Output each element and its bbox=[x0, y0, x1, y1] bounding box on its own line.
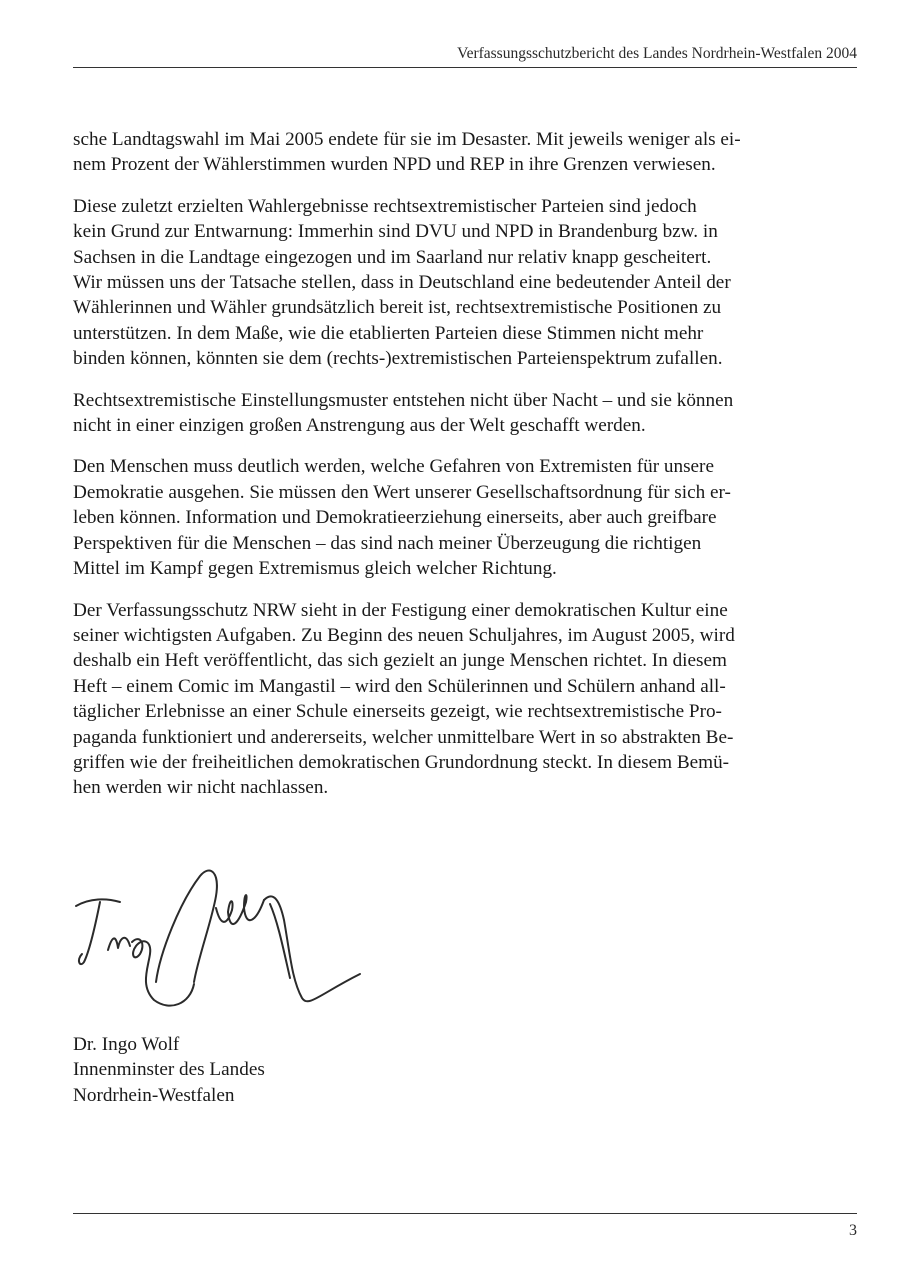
footer-divider bbox=[73, 1213, 857, 1214]
text-line: Wählerinnen und Wähler grundsätzlich bereit ist, rechtsextremistische Positionen zu bbox=[73, 297, 722, 319]
text-line: Rechtsextremistische Einstellungsmuster entstehen nicht über Nacht – und sie können bbox=[73, 389, 734, 411]
running-header bbox=[73, 40, 857, 68]
text-line: Demokratie ausgehen. Sie müssen den Wert unserer Gesellschaftsordnung für sich er- bbox=[73, 481, 731, 503]
paragraph-2 bbox=[73, 194, 818, 372]
paragraph-4 bbox=[73, 454, 818, 581]
text-line: Mittel im Kampf gegen Extremismus gleich welcher Richtung. bbox=[73, 558, 557, 580]
text-line: Heft – einem Comic im Mangastil – wird den Schülerinnen und Schülern anhand all- bbox=[73, 675, 726, 697]
text-line: Diese zuletzt erzielten Wahlergebnisse rechtsextremistischer Parteien sind jedoch bbox=[73, 195, 697, 217]
signer-state: Nordrhein-Westfalen bbox=[73, 1084, 235, 1106]
handwritten-signature bbox=[70, 862, 370, 1022]
text-line: täglicher Erlebnisse an einer Schule einerseits gezeigt, wie rechtsextremistische Pro- bbox=[73, 701, 722, 723]
text-line: nicht in einer einzigen großen Anstrengung aus der Welt geschafft werden. bbox=[73, 415, 646, 437]
text-line: unterstützen. In dem Maße, wie die etablierten Parteien diese Stimmen nicht mehr bbox=[73, 322, 704, 344]
text-line: hen werden wir nicht nachlassen. bbox=[73, 777, 329, 799]
text-line: Perspektiven für die Menschen – das sind nach meiner Überzeugung die richtigen bbox=[73, 532, 702, 554]
text-line: nem Prozent der Wählerstimmen wurden NPD und REP in ihre Grenzen verwiesen. bbox=[73, 154, 716, 176]
text-line: deshalb ein Heft veröffentlicht, das sich gezielt an junge Menschen richtet. In diesem bbox=[73, 650, 727, 672]
text-line: Der Verfassungsschutz NRW sieht in der Festigung einer demokratischen Kultur eine bbox=[73, 599, 728, 621]
text-line: paganda funktioniert und andererseits, welcher unmittelbare Wert in so abstrakten Be- bbox=[73, 726, 734, 748]
text-line: Sachsen in die Landtage eingezogen und im Saarland nur relativ knapp gescheitert. bbox=[73, 246, 712, 268]
paragraph-1 bbox=[73, 127, 818, 178]
body-text bbox=[73, 127, 818, 817]
running-header-title: Verfassungsschutzbericht des Landes Nordrhein-Westfalen 2004 bbox=[457, 45, 857, 62]
text-line: binden können, könnten sie dem (rechts-)extremistischen Parteienspektrum zufallen. bbox=[73, 348, 723, 370]
signature-block bbox=[73, 1032, 265, 1108]
text-line: kein Grund zur Entwarnung: Immerhin sind DVU und NPD in Brandenburg bzw. in bbox=[73, 221, 718, 243]
page-number: 3 bbox=[849, 1222, 857, 1239]
text-line: Wir müssen uns der Tatsache stellen, dass in Deutschland eine bedeutender Anteil der bbox=[73, 272, 731, 294]
text-line: Den Menschen muss deutlich werden, welche Gefahren von Extremisten für unsere bbox=[73, 456, 714, 478]
text-line: sche Landtagswahl im Mai 2005 endete für sie im Desaster. Mit jeweils weniger als ei- bbox=[73, 129, 741, 150]
signer-title: Innenminster des Landes bbox=[73, 1059, 265, 1081]
text-line: griffen wie der freiheitlichen demokratischen Grundordnung steckt. In diesem Bemü- bbox=[73, 751, 730, 773]
text-line: seiner wichtigsten Aufgaben. Zu Beginn des neuen Schuljahres, im August 2005, wird bbox=[73, 624, 735, 646]
text-line: leben können. Information und Demokratieerziehung einerseits, aber auch greifbare bbox=[73, 507, 717, 529]
paragraph-5 bbox=[73, 598, 818, 801]
paragraph-3 bbox=[73, 388, 818, 439]
signer-name: Dr. Ingo Wolf bbox=[73, 1034, 180, 1055]
